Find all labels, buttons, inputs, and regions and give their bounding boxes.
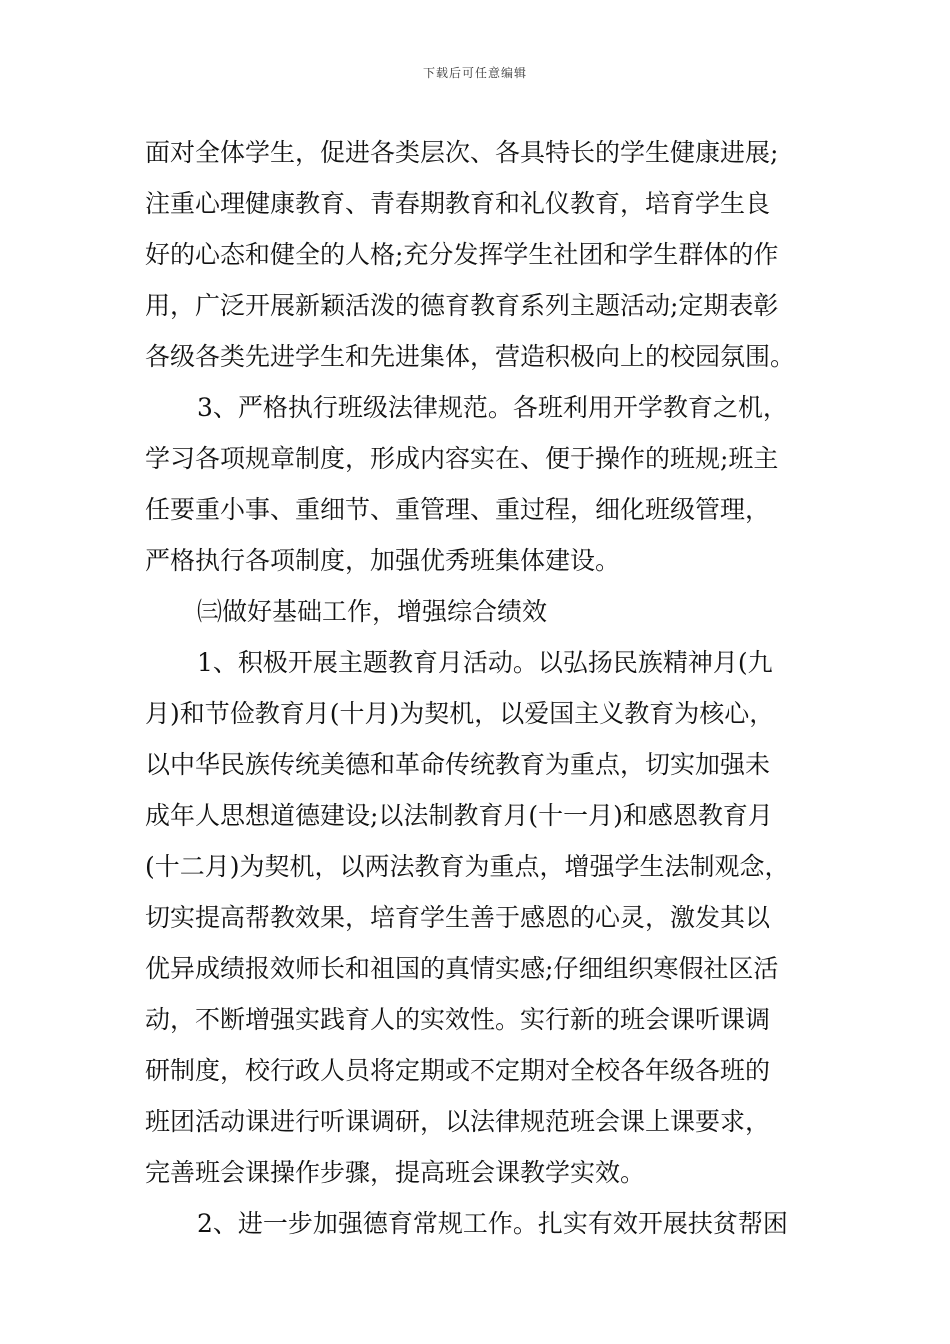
text-line: 成年人思想道德建设;以法制教育月(十一月)和感恩教育月 bbox=[145, 801, 773, 830]
section-heading: ㈢做好基础工作，增强综合绩效 bbox=[197, 597, 548, 626]
document-body bbox=[145, 127, 815, 1249]
page-header: 下载后可任意编辑 bbox=[422, 66, 527, 80]
text-line: 2、进一步加强德育常规工作。扎实有效开展扶贫帮困 bbox=[197, 1209, 788, 1238]
text-line: 动，不断增强实践育人的实效性。实行新的班会课听课调 bbox=[145, 1005, 771, 1034]
text-line: 班团活动课进行听课调研，以法律规范班会课上课要求， bbox=[145, 1107, 771, 1136]
text-line: 学习各项规章制度，形成内容实在、便于操作的班规;班主 bbox=[145, 444, 779, 473]
text-line: 月)和节俭教育月(十月)为契机，以爱国主义教育为核心， bbox=[145, 699, 775, 728]
text-line: 1、积极开展主题教育月活动。以弘扬民族精神月(九 bbox=[197, 648, 773, 677]
text-line: 严格执行各项制度，加强优秀班集体建设。 bbox=[145, 546, 621, 575]
text-line: 优异成绩报效师长和祖国的真情实感;仔细组织寒假社区活 bbox=[145, 954, 779, 983]
text-line: 完善班会课操作步骤，提高班会课教学实效。 bbox=[145, 1158, 646, 1187]
text-line: 研制度，校行政人员将定期或不定期对全校各年级各班的 bbox=[145, 1056, 771, 1085]
text-line: 面对全体学生，促进各类层次、各具特长的学生健康进展; bbox=[145, 138, 779, 167]
text-line: 3、严格执行班级法律规范。各班利用开学教育之机， bbox=[197, 393, 788, 422]
text-line: 以中华民族传统美德和革命传统教育为重点，切实加强未 bbox=[145, 750, 771, 779]
text-line: 注重心理健康教育、青春期教育和礼仪教育，培育学生良 bbox=[145, 189, 771, 218]
text-line: 好的心态和健全的人格;充分发挥学生社团和学生群体的作 bbox=[145, 240, 779, 269]
text-line: (十二月)为契机，以两法教育为重点，增强学生法制观念， bbox=[145, 852, 790, 881]
text-line: 各级各类先进学生和先进集体，营造积极向上的校园氛围。 bbox=[145, 342, 796, 371]
text-line: 用，广泛开展新颖活泼的德育教育系列主题活动;定期表彰 bbox=[145, 291, 779, 320]
text-line: 切实提高帮教效果，培育学生善于感恩的心灵，激发其以 bbox=[145, 903, 771, 932]
text-line: 任要重小事、重细节、重管理、重过程，细化班级管理， bbox=[145, 495, 771, 524]
